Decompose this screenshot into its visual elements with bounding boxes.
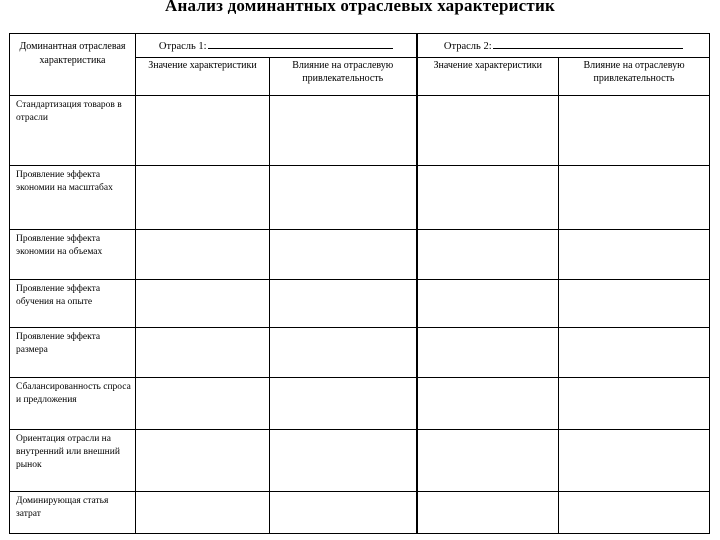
industry-header-row	[10, 34, 710, 58]
industry-1-fill-line[interactable]	[208, 37, 393, 49]
ind2-value-cell[interactable]	[417, 166, 559, 230]
ind1-value-cell[interactable]	[136, 230, 270, 280]
ind2-value-cell[interactable]	[417, 430, 559, 492]
corner-header-label: Доминантная отраслевая характеристика	[19, 41, 126, 66]
industry-2-label: Отрасль 2:	[443, 41, 492, 52]
row-label: Ориентация отрасли на внутренний или внешний рынок	[10, 430, 136, 492]
table-row	[10, 280, 710, 328]
ind2-value-cell[interactable]	[417, 280, 559, 328]
industry-2-header	[417, 34, 710, 58]
ind2-impact-cell[interactable]	[559, 280, 710, 328]
ind2-impact-cell[interactable]	[559, 328, 710, 378]
table-row	[10, 492, 710, 534]
corner-header-cell	[10, 34, 136, 96]
ind2-value-cell[interactable]	[417, 492, 559, 534]
ind2-value-cell[interactable]	[417, 328, 559, 378]
table-row	[10, 230, 710, 280]
ind1-value-cell[interactable]	[136, 166, 270, 230]
table-row	[10, 96, 710, 166]
ind1-impact-cell[interactable]	[270, 280, 417, 328]
ind2-value-cell[interactable]	[417, 378, 559, 430]
ind2-impact-cell[interactable]	[559, 378, 710, 430]
page-title: Анализ доминантных отраслевых характеристик	[165, 0, 555, 15]
table-row	[10, 378, 710, 430]
ind1-impact-cell[interactable]	[270, 378, 417, 430]
ind2-impact-cell[interactable]	[559, 230, 710, 280]
row-label: Проявление эффекта размера	[10, 328, 136, 378]
ind2-impact-cell[interactable]	[559, 492, 710, 534]
row-label: Стандартизация товаров в отрасли	[10, 96, 136, 166]
ind2-value-cell[interactable]	[417, 230, 559, 280]
ind1-value-cell[interactable]	[136, 96, 270, 166]
ind1-value-cell[interactable]	[136, 328, 270, 378]
ind1-impact-cell[interactable]	[270, 328, 417, 378]
ind1-impact-cell[interactable]	[270, 492, 417, 534]
ind2-impact-header: Влияние на отраслевую привлекательность	[559, 58, 710, 96]
characteristics-table	[9, 33, 710, 534]
row-label: Сбалансированность спроса и предложения	[10, 378, 136, 430]
ind1-impact-cell[interactable]	[270, 430, 417, 492]
table-row	[10, 430, 710, 492]
row-label: Проявление эффекта экономии на объемах	[10, 230, 136, 280]
ind1-impact-cell[interactable]	[270, 166, 417, 230]
row-label: Проявление эффекта обучения на опыте	[10, 280, 136, 328]
ind1-value-cell[interactable]	[136, 280, 270, 328]
industry-2-fill-line[interactable]	[493, 37, 683, 49]
table-row	[10, 166, 710, 230]
ind2-impact-cell[interactable]	[559, 166, 710, 230]
ind1-impact-header: Влияние на отраслевую привлекательность	[270, 58, 417, 96]
ind1-value-cell[interactable]	[136, 492, 270, 534]
table-row	[10, 328, 710, 378]
ind1-impact-cell[interactable]	[270, 230, 417, 280]
ind1-impact-cell[interactable]	[270, 96, 417, 166]
ind2-impact-cell[interactable]	[559, 96, 710, 166]
ind2-value-cell[interactable]	[417, 96, 559, 166]
ind2-value-header: Значение характеристики	[417, 58, 559, 96]
industry-1-label: Отрасль 1:	[158, 41, 207, 52]
ind1-value-header: Значение характеристики	[136, 58, 270, 96]
row-label: Проявление эффекта экономии на масштабах	[10, 166, 136, 230]
industry-1-header	[136, 34, 417, 58]
ind2-impact-cell[interactable]	[559, 430, 710, 492]
ind1-value-cell[interactable]	[136, 378, 270, 430]
row-label: Доминирующая статья затрат	[10, 492, 136, 534]
ind1-value-cell[interactable]	[136, 430, 270, 492]
